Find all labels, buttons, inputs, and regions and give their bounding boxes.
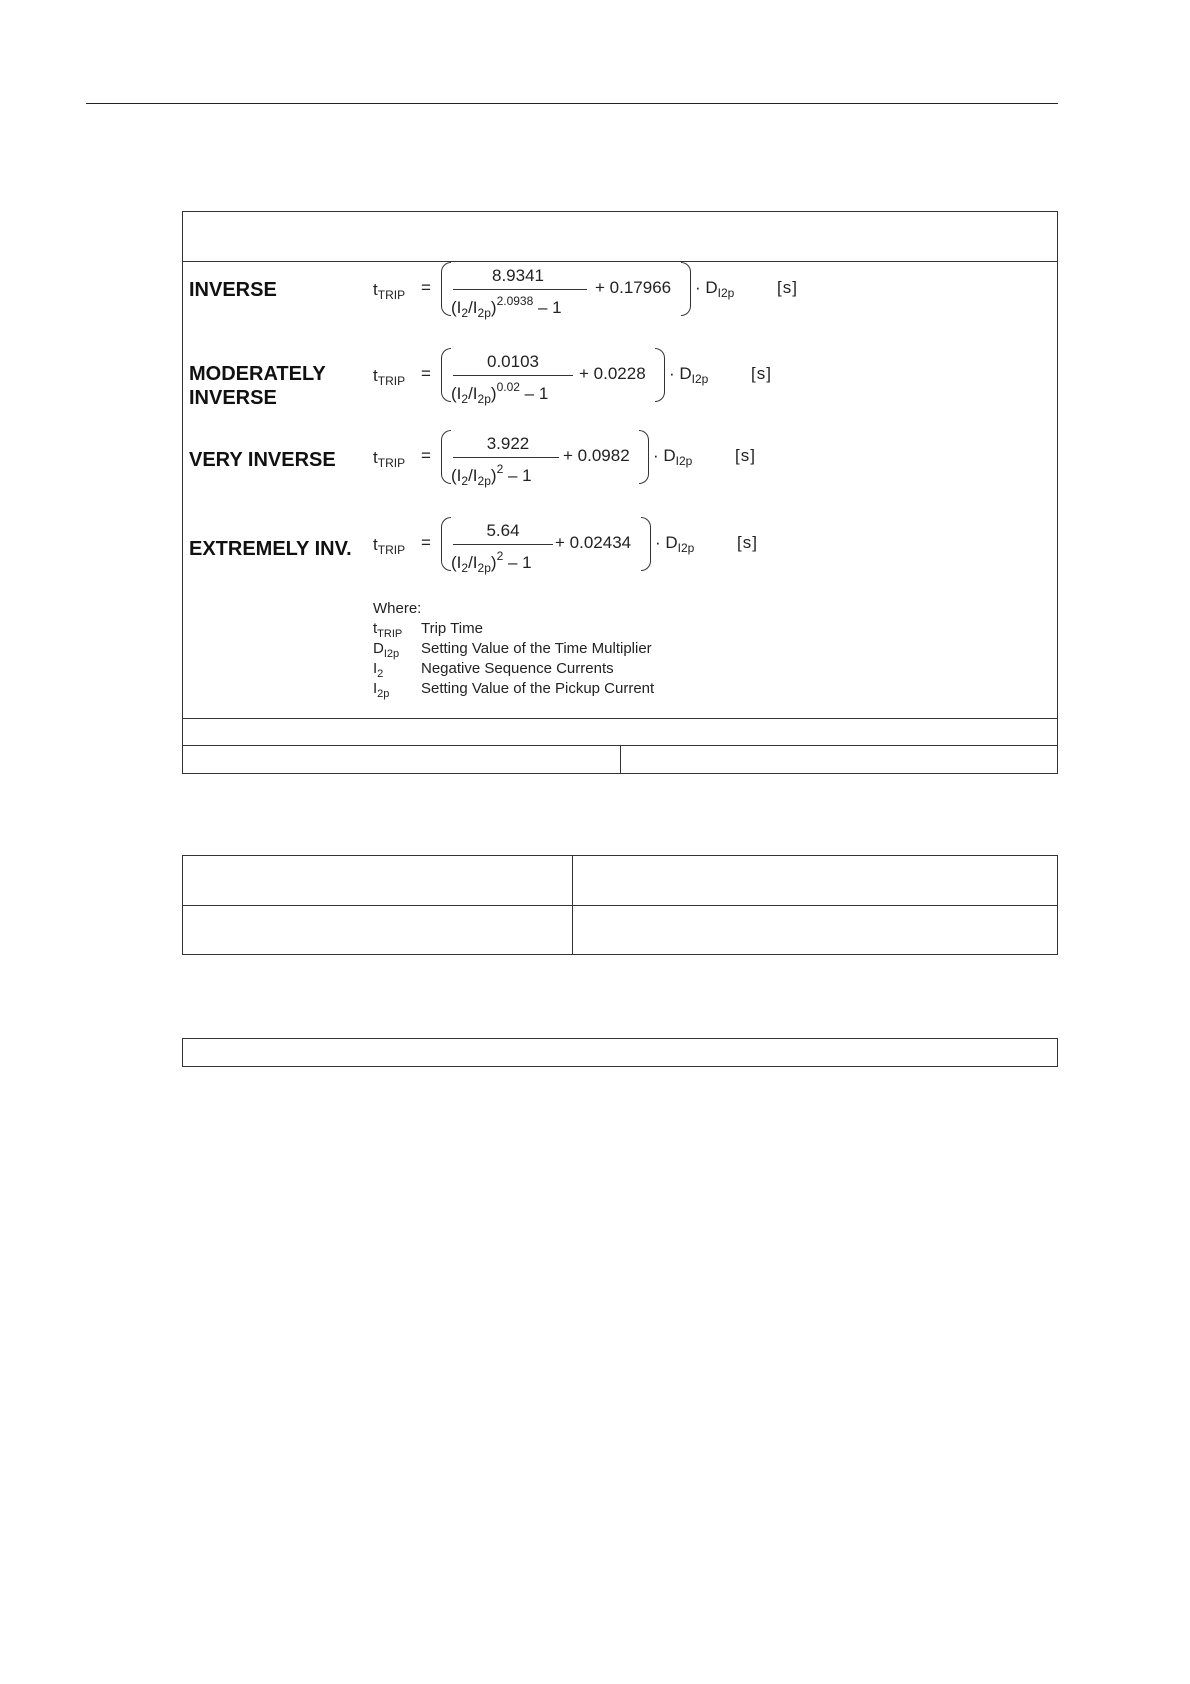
legend-description: Negative Sequence Currents xyxy=(421,660,614,677)
constant-term: + 0.02434 xyxy=(555,533,632,552)
numerator: 5.64 xyxy=(486,521,520,540)
legend-row xyxy=(373,640,652,660)
curve-name-extremely-inverse xyxy=(189,537,352,561)
formula-extremely-inverse xyxy=(373,517,783,577)
legend-symbol: $I_{2p}$ xyxy=(373,680,390,700)
formula-lhs: $t_{TRIP}$ xyxy=(373,366,406,388)
note-table xyxy=(182,1038,1058,1067)
multiplier: · $D_{I2p}$ xyxy=(669,364,709,386)
fraction-bar xyxy=(453,457,559,458)
constant-term: + 0.17966 xyxy=(595,278,672,297)
fraction-bar xyxy=(453,375,573,376)
numerator: 0.0103 xyxy=(487,352,539,371)
constant-term: + 0.0982 xyxy=(563,446,630,465)
curve-name-very-inverse xyxy=(189,448,336,472)
fraction-bar xyxy=(453,544,553,545)
right-paren xyxy=(655,348,665,402)
multiplier: · $D_{I2p}$ xyxy=(695,278,735,300)
table-column-divider xyxy=(620,746,621,774)
denominator: $(I_2/I_{2p})^{2.0938} - 1$ xyxy=(451,294,562,320)
table-row-divider xyxy=(183,905,1057,906)
curve-name-line: MODERATELY xyxy=(189,363,326,385)
curve-name-line: EXTREMELY INV. xyxy=(189,538,352,560)
formula-moderately-inverse xyxy=(373,348,783,408)
equals-sign: = xyxy=(421,278,431,297)
legend-symbol: $D_{I2p}$ xyxy=(373,640,400,660)
header-rule xyxy=(86,103,1058,104)
unit-seconds: [s] xyxy=(751,364,772,383)
right-paren xyxy=(639,430,649,484)
settings-table xyxy=(182,855,1058,955)
legend-description: Trip Time xyxy=(421,620,483,637)
legend-row xyxy=(373,660,614,680)
equals-sign: = xyxy=(421,446,431,465)
unit-seconds: [s] xyxy=(735,446,756,465)
legend-row xyxy=(373,680,655,700)
curve-name-line: INVERSE xyxy=(189,387,277,409)
curve-name-line: INVERSE xyxy=(189,279,277,301)
formula-inverse xyxy=(373,262,803,322)
table-header-cell xyxy=(183,212,1057,262)
left-paren xyxy=(441,262,451,316)
unit-seconds: [s] xyxy=(737,533,758,552)
legend-symbol: $t_{TRIP}$ xyxy=(373,620,403,640)
curve-name-moderately-inverse xyxy=(189,362,326,410)
unit-seconds: [s] xyxy=(777,278,798,297)
right-paren xyxy=(641,517,651,571)
equals-sign: = xyxy=(421,364,431,383)
left-paren xyxy=(441,348,451,402)
multiplier: · $D_{I2p}$ xyxy=(655,533,695,555)
formula-lhs: $t_{TRIP}$ xyxy=(373,535,406,557)
symbol-legend xyxy=(373,600,655,700)
constant-term: + 0.0228 xyxy=(579,364,646,383)
table-footer-split-row xyxy=(183,746,1057,774)
denominator: $(I_2/I_{2p})^{0.02} - 1$ xyxy=(451,380,549,406)
left-paren xyxy=(441,430,451,484)
legend-symbol: $I_2$ xyxy=(373,660,384,680)
legend-description: Setting Value of the Time Multiplier xyxy=(421,640,652,657)
legend-title: Where: xyxy=(373,600,422,617)
denominator: $(I_2/I_{2p})^2 - 1$ xyxy=(451,462,532,488)
curve-name-inverse xyxy=(189,278,277,302)
curve-formula-table xyxy=(182,211,1058,774)
legend-description: Setting Value of the Pickup Current xyxy=(421,680,655,697)
table-footer-row xyxy=(183,718,1057,746)
equals-sign: = xyxy=(421,533,431,552)
curve-name-line: VERY INVERSE xyxy=(189,449,336,471)
left-paren xyxy=(441,517,451,571)
denominator: $(I_2/I_{2p})^2 - 1$ xyxy=(451,549,532,575)
fraction-bar xyxy=(453,289,587,290)
formula-lhs: $t_{TRIP}$ xyxy=(373,448,406,470)
legend-row xyxy=(373,620,483,640)
right-paren xyxy=(681,262,691,316)
numerator: 3.922 xyxy=(486,434,530,453)
formula-very-inverse xyxy=(373,430,773,490)
formula-lhs: $t_{TRIP}$ xyxy=(373,280,406,302)
numerator: 8.9341 xyxy=(492,266,544,285)
multiplier: · $D_{I2p}$ xyxy=(653,446,693,468)
